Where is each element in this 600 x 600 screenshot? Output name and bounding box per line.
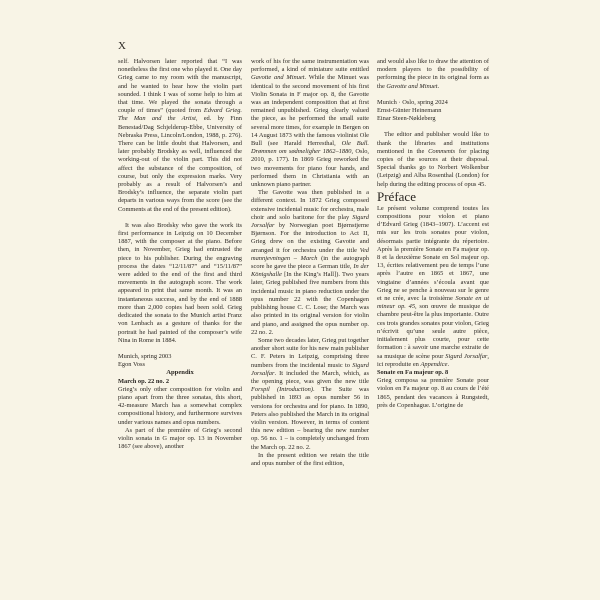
paragraph: The Gavotte was then published in a different context. In 1872 Grieg composed extensive incidental music for orchestra, male choir and solo baritone for the play Sigurd Jorsalfar by Norwegian poet Bjørnstjerne Bjørnson. For the introduction to Act II, Grieg drew on the existing Gavotte and arranged it for orchestra under the title Ved mannjevningen – March (in the autograph score he gave the piece a German title, In der Königshalle [In the King’s Hall]). Two years later, Grieg published five numbers from this incidental music in piano reduction under the opus number 22 with the Copenhagen publishing house C. C. Lose; the March was also printed in its original version for violin and piano, and assigned the opus number op. 22 no. 2. [251, 189, 369, 336]
signature-place-date: Munich, spring 2003 [118, 352, 172, 360]
paragraph: Grieg composa sa première Sonate pour violon en Fa majeur op. 8 au cours de l’été 1865, pendant des vacances à Rungstedt, près de Copenhague. L’origine de [377, 377, 489, 409]
paragraph: Le présent volume comprend toutes les compositions pour violon et piano d’Edvard Grieg (1843–1907). L’accent est mis sur les trois sonates pour violon, désormais partie intégrante du répertoire. Après la première Sonate en Fa majeur op. 8 et la deuxième Sonate en Sol majeur op. 13, écrites relativement peu de temps l’une après l’autre en 1865 et 1867, une vingtaine d’années s’écoula avant que Grieg ne se penche à nouveau sur le genre et ne crée, avec la troisième Sonate en ut mineur op. 45, son œuvre de musique de chambre peut-être la plus importante. Outre ces trois grandes sonates pour violon, Grieg n’écrivit qu’une seule autre pièce, initialement plus courte, pour cette formation : à savoir une marche extraite de sa musique de scène pour Sigurd Jorsalfar, ici reproduite en Appendice. [377, 204, 490, 368]
paragraph: As part of the première of Grieg’s second violin sonata in G major op. 13 in November 1867 (see above), another [118, 426, 242, 451]
signature-block [377, 99, 489, 124]
text-column-1 [118, 58, 242, 451]
sonata-heading: Sonate en Fa majeur op. 8 [377, 368, 449, 376]
paragraph: Some two decades later, Grieg put together another short suite for his new main publisher C. F. Peters in Leipzig, comprising three numbers from the incidental music to Sigurd Jorsalfar. It included the March, which, as the opening piece, was given the new title Forspil (Introduction). The Suite was published in 1893 as opus number 56 in versions for orchestra and for piano. In 1890, Peters also published the March in its original violin version. However, in terms of content this new edition – bearing the new number op. 56 no. 1 – is completely unchanged from the March op. 22 no. 2. [251, 336, 369, 451]
appendix-heading: Appendix [166, 369, 194, 377]
paragraph: self. Halvorsen later reported that “I was nonetheless the first one who played it. One day Grieg came to my room with the manuscript, and he wanted to hear how the violin part sounded. I think I was of some help to him at that time. We played the sonata through a couple of times” (quoted from Edvard Grieg. The Man and the Artist, ed. by Finn Benestad/Dag Schjelderup-Ebbe, University of Nebraska Press, Lincoln/London, 1988, p. 276). There can be little doubt that Halvorsen, and later probably Brodsky as well, influenced the working-out of the violin part. This did not affect the substance of the composition, of course, but only the expression marks. Very probably as a result of Halvorsen’s and Brodsky’s influence, the separate violin part departs in various ways from the score (see the Comments at the end of the present edition). [118, 58, 242, 213]
signature-name: Ernst-Günter Heinemann [377, 107, 442, 115]
signature-name: Egon Voss [118, 361, 145, 369]
text-column-3 [377, 58, 489, 410]
march-heading: March op. 22 no. 2 [118, 377, 170, 385]
paragraph: Grieg’s only other composition for violin and piano apart from the three sonatas, this short, 42-measure March has a somewhat complex compositional history, and furthermore survives under various names and opus numbers. [118, 385, 242, 426]
signature-name: Einar Steen-Nøkleberg [377, 115, 436, 123]
preface-heading: Préface [377, 188, 416, 204]
text-column-2 [251, 58, 369, 468]
paragraph: It was also Brodsky who gave the work its first performance in Leipzig on 10 December 1887, with the composer at the piano. Before then, in November, Grieg had entrusted the piece to his publisher. During the engraving process the dates “12/11/87” and “15/11/87” were added to the end of the first and third movements in the autograph score. The work appeared in print that same month. It was an instantaneous success, and by the end of 1888 more than 2,000 copies had been sold. Grieg dedicated the sonata to the Munich artist Franz von Lenbach as a gesture of thanks for the portrait he had painted of the composer’s wife Nina in Rome in 1884. [118, 221, 242, 344]
paragraph: In the present edition we retain the title and opus number of the first edition, [251, 451, 369, 467]
paragraph: work of his for the same instrumentation was performed, a kind of miniature suite entitled Gavotte and Minuet. While the Minuet was identical to the second movement of his first Violin Sonata in F major op. 8, the Gavotte was an independent composition that at first remained unpublished. Grieg clearly valued the piece, as he performed the small suite several more times, for example in Bergen on 14 August 1873 with the famous violinist Ole Bull (see Harald Herresthal, Ole Bull. Drømmen om sødmeligher 1862–1880, Oslo, 2010, p. 177). In 1869 Grieg reworked the two movements for piano four hands, and performed them in Christiania with an unknown piano partner. [251, 58, 370, 189]
page-number: X [118, 40, 127, 52]
paragraph: The editor and publisher would like to thank the libraries and institutions mentioned in the Comments for placing copies of the sources at their disposal. Special thanks go to Norbert Wolkenbur (Leipzig) and Alba Rosenthal (London) for help during the editing process of opus 45. [377, 131, 489, 188]
signature-block [118, 353, 242, 369]
signature-place-date: Munich · Oslo, spring 2024 [377, 98, 448, 106]
paragraph: and would also like to draw the attention of modern players to the possibility of performing the piece in its original form as the Gavotte and Minuet. [377, 58, 489, 90]
